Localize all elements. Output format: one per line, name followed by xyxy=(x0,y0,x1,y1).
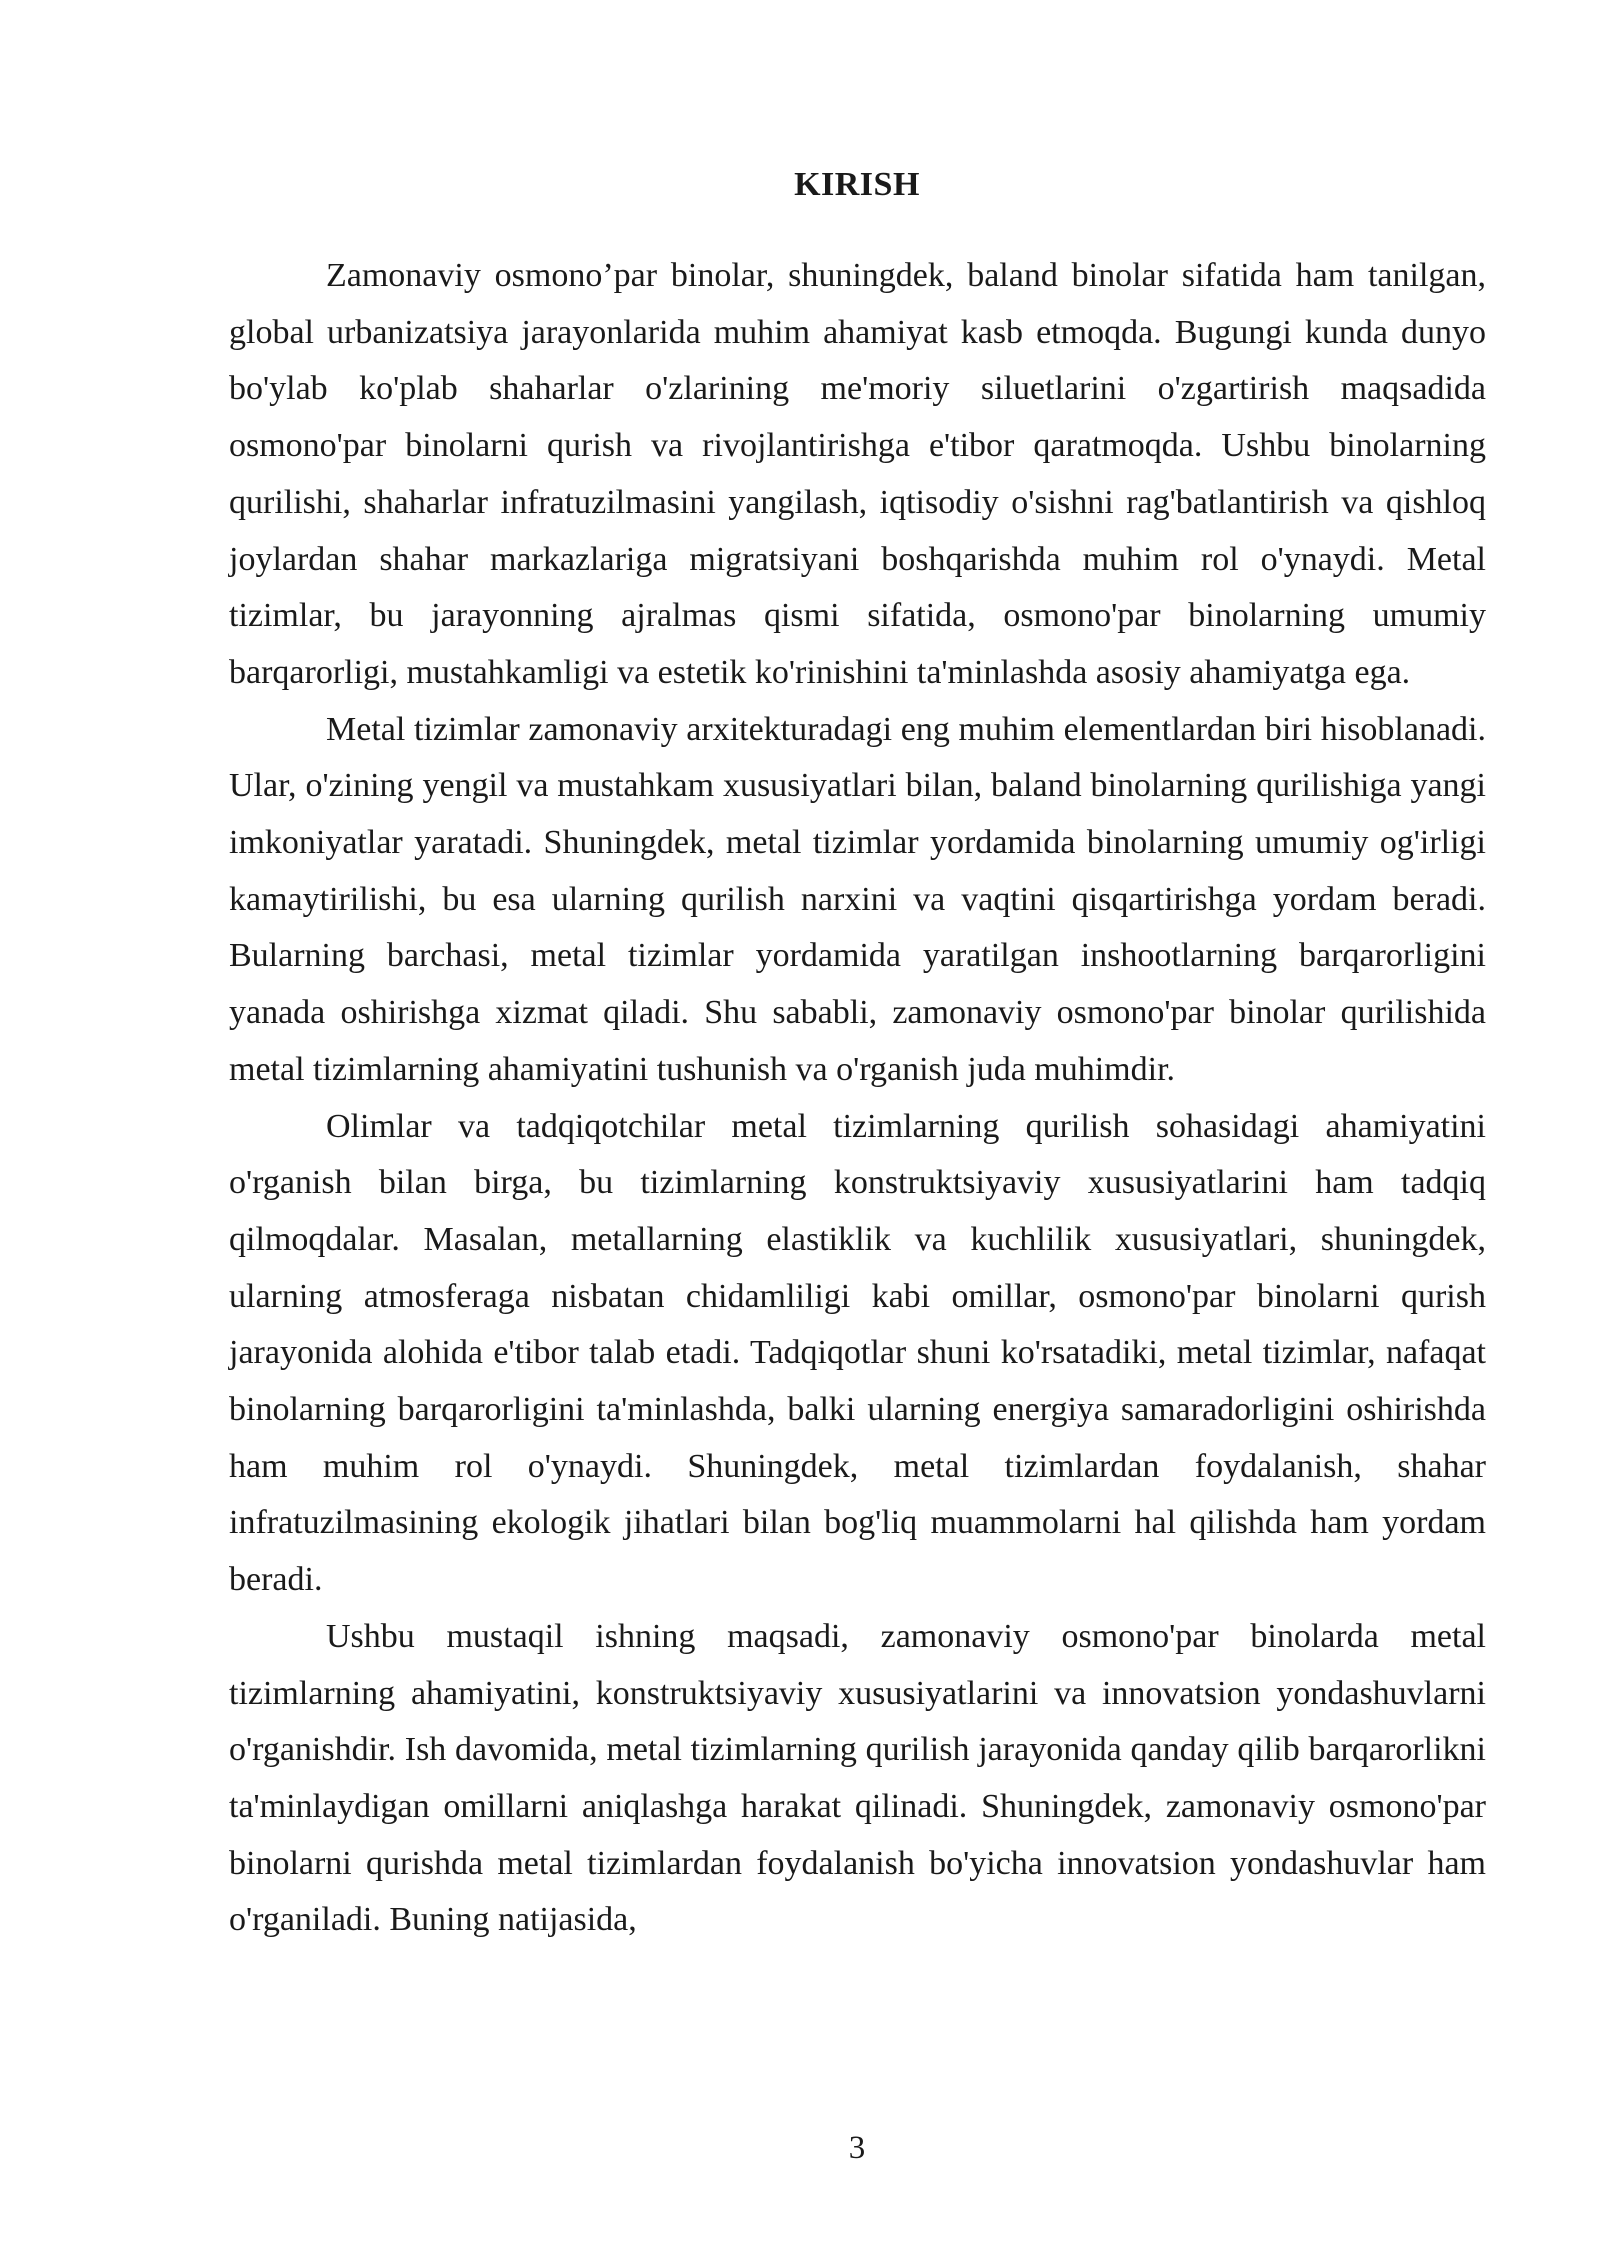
body-text xyxy=(229,248,1486,1949)
paragraph-2: Metal tizimlar zamonaviy arxitekturadagi eng muhim elementlardan biri hisoblanadi. Ular, o'zining yengil va mustahkam xususiyatlari bilan, baland binolarning qurilishiga yangi imkoniyatlar yaratadi. Shuningdek, metal tizimlar yordamida binolarning umumiy og'irligi kamaytirilishi, bu esa ularning qurilish narxini va vaqtini qisqartirishga yordam beradi. Bularning barchasi, metal tizimlar yordamida yaratilgan inshootlarning barqarorligini yanada oshirishga xizmat qiladi. Shu sababli, zamonaviy osmono'par binolar qurilishida metal tizimlarning ahamiyatini tushunish va o'rganish juda muhimdir. xyxy=(229,710,1486,1088)
paragraph-1: Zamonaviy osmono’par binolar, shuningdek, baland binolar sifatida ham tanilgan, global urbanizatsiya jarayonlarida muhim ahamiyat kasb etmoqda. Bugungi kunda dunyo bo'ylab ko'plab shaharlar o'zlarining me'moriy siluetlarini o'zgartirish maqsadida osmono'par binolarni qurish va rivojlantirishga e'tibor qaratmoqda. Ushbu binolarning qurilishi, shaharlar infratuzilmasini yangilash, iqtisodiy o'sishni rag'batlantirish va qishloq joylardan shahar markazlariga migratsiyani boshqarishda muhim rol o'ynaydi. Metal tizimlar, bu jarayonning ajralmas qismi sifatida, osmono'par binolarning umumiy barqarorligi, mustahkamligi va estetik ko'rinishini ta'minlashda asosiy ahamiyatga ega. xyxy=(229,257,1486,691)
page-number: 3 xyxy=(848,2130,866,2166)
paragraph-3: Olimlar va tadqiqotchilar metal tizimlarning qurilish sohasidagi ahamiyatini o'rganish bilan birga, bu tizimlarning konstruktsiyaviy xususiyatlarini ham tadqiq qilmoqdalar. Masalan, metallarning elastiklik va kuchlilik xususiyatlari, shuningdek, ularning atmosferaga nisbatan chidamliligi kabi omillar, osmono'par binolarni qurish jarayonida alohida e'tibor talab etadi. Tadqiqotlar shuni ko'rsatadiki, metal tizimlar, nafaqat binolarning barqarorligini ta'minlashda, balki ularning energiya samaradorligini oshirishda ham muhim rol o'ynaydi. Shuningdek, metal tizimlardan foydalanish, shahar infratuzilmasining ekologik jihatlari bilan bog'liq muammolarni hal qilishda ham yordam beradi. xyxy=(229,1107,1486,1599)
section-heading: KIRISH xyxy=(794,166,920,203)
paragraph-4: Ushbu mustaqil ishning maqsadi, zamonaviy osmono'par binolarda metal tizimlarning ahamiyatini, konstruktsiyaviy xususiyatlarini va innovatsion yondashuvlarni o'rganishdir. Ish davomida, metal tizimlarning qurilish jarayonida qanday qilib barqarorlikni ta'minlaydigan omillarni aniqlashga harakat qilinadi. Shuningdek, zamonaviy osmono'par binolarni qurishda metal tizimlardan foydalanish bo'yicha innovatsion yondashuvlar ham o'rganiladi. Buning natijasida, xyxy=(229,1617,1486,1939)
